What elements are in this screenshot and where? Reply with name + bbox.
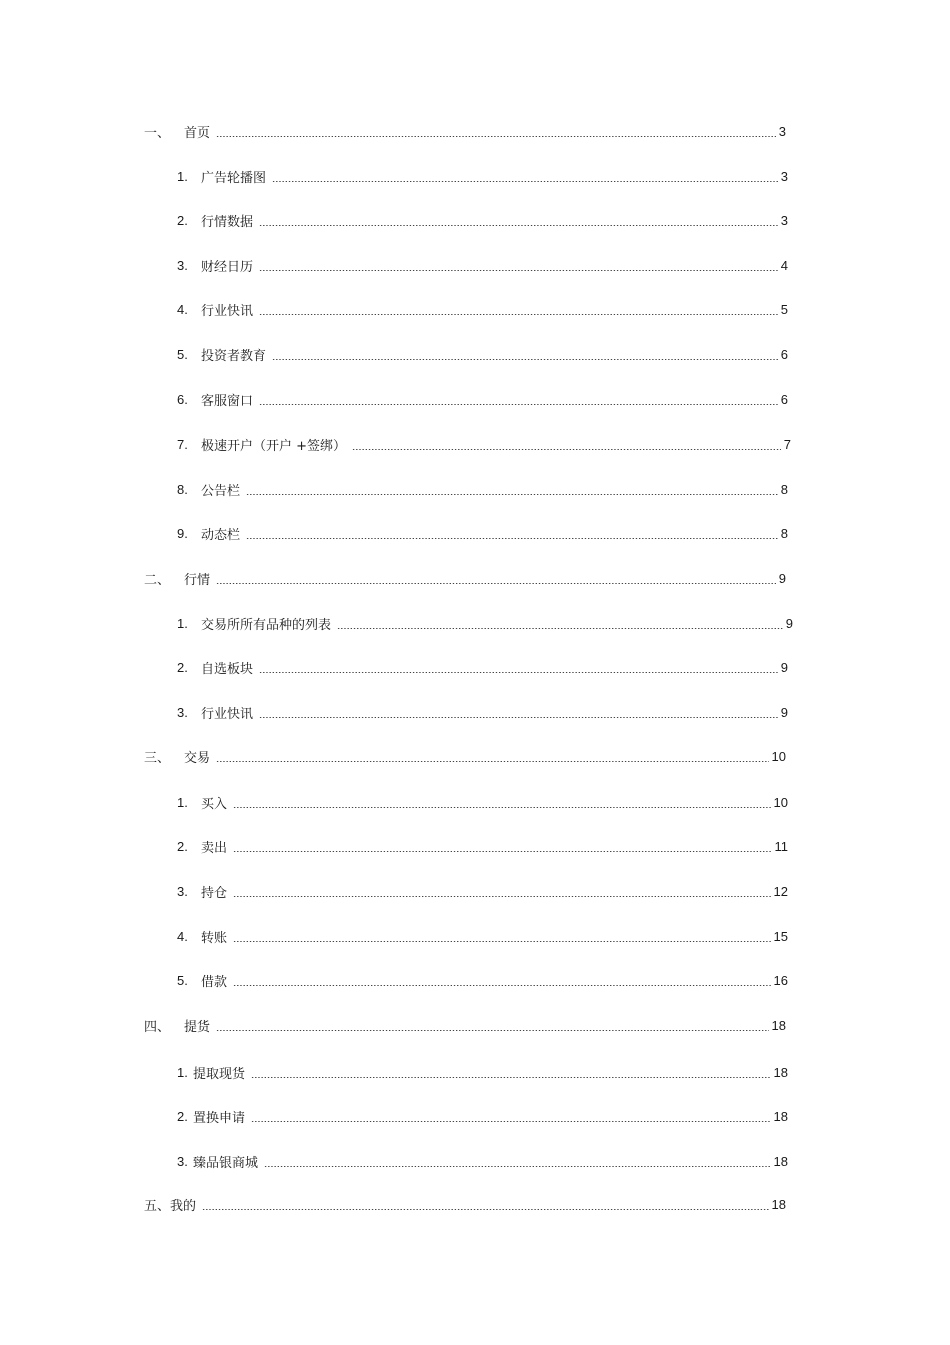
toc-item-title: 动态栏 <box>201 527 241 543</box>
dot-leader <box>233 851 771 852</box>
toc-section-title: 提货 <box>184 1019 211 1035</box>
toc-item-number: 4. <box>177 301 188 317</box>
dot-leader <box>251 1121 771 1122</box>
dot-leader <box>216 583 776 584</box>
toc-page-number: 3 <box>780 168 788 184</box>
toc-section-number: 四、 <box>144 1019 171 1035</box>
toc-section-home[interactable] <box>144 121 786 141</box>
toc-section-number: 五、 <box>144 1198 171 1214</box>
dot-leader <box>216 136 776 137</box>
toc-item-title: 行情数据 <box>201 214 254 230</box>
toc-item[interactable] <box>177 1106 788 1126</box>
dot-leader <box>259 314 778 315</box>
dot-leader <box>272 181 778 182</box>
toc-page-number: 4 <box>780 257 788 273</box>
toc-item-title: 提取现货 <box>193 1066 246 1082</box>
toc-item-title: 财经日历 <box>201 259 254 275</box>
toc-item[interactable] <box>177 970 788 990</box>
toc-item-title: 投资者教育 <box>201 348 267 364</box>
toc-page-number: 18 <box>773 1108 788 1124</box>
toc-section-title: 首页 <box>184 125 211 141</box>
toc-section-title: 我的 <box>170 1198 197 1214</box>
dot-leader <box>233 941 771 942</box>
toc-item-title: 卖出 <box>201 840 228 856</box>
toc-item-number: 3. <box>177 704 188 720</box>
toc-page-number: 9 <box>780 704 788 720</box>
toc-page-number: 9 <box>778 570 786 586</box>
toc-page-number: 6 <box>780 391 788 407</box>
toc-item[interactable] <box>177 792 788 812</box>
toc-item-title: 臻品银商城 <box>193 1155 259 1171</box>
toc-item-number: 3. <box>177 883 188 899</box>
toc-item-number: 8. <box>177 481 188 497</box>
toc-page-number: 3 <box>780 212 788 228</box>
toc-page-number: 8 <box>780 525 788 541</box>
toc-section-title: 行情 <box>184 572 211 588</box>
toc-section-number: 二、 <box>144 572 171 588</box>
dot-leader <box>251 1077 771 1078</box>
toc-page-number: 9 <box>785 615 793 631</box>
toc-item-number: 5. <box>177 346 188 362</box>
toc-item-title: 持仓 <box>201 885 228 901</box>
toc-item-title: 置换申请 <box>193 1110 246 1126</box>
toc-item-title: 行业快讯 <box>201 706 254 722</box>
toc-page-number: 18 <box>771 1196 786 1212</box>
toc-item[interactable] <box>177 299 788 319</box>
toc-item[interactable] <box>177 1151 788 1171</box>
toc-page-number: 15 <box>773 928 788 944</box>
toc-page-number: 12 <box>773 883 788 899</box>
toc-item-number: 5. <box>177 972 188 988</box>
dot-leader <box>259 717 778 718</box>
toc-item[interactable] <box>177 210 788 230</box>
toc-item-title: 转账 <box>201 930 228 946</box>
toc-section-mine[interactable] <box>144 1194 786 1214</box>
toc-section-number: 三、 <box>144 750 171 766</box>
dot-leader <box>259 225 778 226</box>
toc-item-title: 买入 <box>201 796 228 812</box>
toc-item[interactable] <box>177 523 788 543</box>
toc-item-number: 1. <box>177 794 188 810</box>
dot-leader <box>233 807 771 808</box>
toc-item[interactable] <box>177 702 788 722</box>
dot-leader <box>233 896 771 897</box>
toc-item-number: 6. <box>177 391 188 407</box>
toc-page-number: 9 <box>780 659 788 675</box>
toc-page-number: 18 <box>773 1153 788 1169</box>
toc-item-number: 1. <box>177 168 188 184</box>
toc-section-number: 一、 <box>144 125 171 141</box>
dot-leader <box>233 985 771 986</box>
dot-leader <box>246 494 778 495</box>
toc-section-title: 交易 <box>184 750 211 766</box>
toc-item-number: 1. <box>177 1064 188 1080</box>
toc-item-title: 自选板块 <box>201 661 254 677</box>
dot-leader <box>202 1209 769 1210</box>
toc-item-title: 公告栏 <box>201 483 241 499</box>
toc-item-number: 1. <box>177 615 188 631</box>
toc-item-title: 广告轮播图 <box>201 170 267 186</box>
toc-page-number: 6 <box>780 346 788 362</box>
toc-page-number: 18 <box>771 1017 786 1033</box>
toc-item[interactable] <box>177 389 788 409</box>
toc-page-number: 16 <box>773 972 788 988</box>
toc-item[interactable] <box>177 881 788 901</box>
dot-leader <box>352 449 781 450</box>
toc-item-number: 2. <box>177 1108 188 1124</box>
toc-page-number: 11 <box>774 838 788 854</box>
toc-item[interactable] <box>177 1062 788 1082</box>
dot-leader <box>264 1166 771 1167</box>
toc-item[interactable] <box>177 344 788 364</box>
dot-leader <box>259 270 778 271</box>
dot-leader <box>216 761 769 762</box>
toc-item-number: 9. <box>177 525 188 541</box>
toc-item[interactable] <box>177 657 788 677</box>
toc-item[interactable] <box>177 926 788 946</box>
toc-section-trade[interactable] <box>144 746 786 766</box>
toc-item-title: 行业快讯 <box>201 303 254 319</box>
toc-page-number: 7 <box>783 436 791 452</box>
toc-item-number: 3. <box>177 257 188 273</box>
dot-leader <box>337 628 783 629</box>
toc-page-number: 10 <box>771 748 786 764</box>
toc-item-number: 4. <box>177 928 188 944</box>
toc-item-title: 借款 <box>201 974 228 990</box>
toc-item-title: 极速开户（开户 +签绑） <box>201 438 347 454</box>
dot-leader <box>246 538 778 539</box>
toc-item-title: 客服窗口 <box>201 393 254 409</box>
toc-item-title: 交易所所有品种的列表 <box>201 617 332 633</box>
toc-item-number: 2. <box>177 212 188 228</box>
dot-leader <box>216 1030 769 1031</box>
toc-page-number: 18 <box>773 1064 788 1080</box>
toc-item-number: 2. <box>177 659 188 675</box>
toc-item[interactable] <box>177 613 793 633</box>
toc-section-delivery[interactable] <box>144 1015 786 1035</box>
toc-item[interactable] <box>177 166 788 186</box>
toc-item[interactable] <box>177 434 791 454</box>
toc-page-number: 3 <box>778 123 786 139</box>
toc-item[interactable] <box>177 836 788 856</box>
toc-item-number: 7. <box>177 436 188 452</box>
toc-page-number: 5 <box>780 301 788 317</box>
toc-item-number: 3. <box>177 1153 188 1169</box>
toc-section-market[interactable] <box>144 568 786 588</box>
dot-leader <box>259 672 778 673</box>
dot-leader <box>272 359 778 360</box>
toc-page-number: 10 <box>773 794 788 810</box>
toc-item[interactable] <box>177 479 788 499</box>
toc-item-number: 2. <box>177 838 188 854</box>
toc-page-number: 8 <box>780 481 788 497</box>
dot-leader <box>259 404 778 405</box>
toc-item[interactable] <box>177 255 788 275</box>
